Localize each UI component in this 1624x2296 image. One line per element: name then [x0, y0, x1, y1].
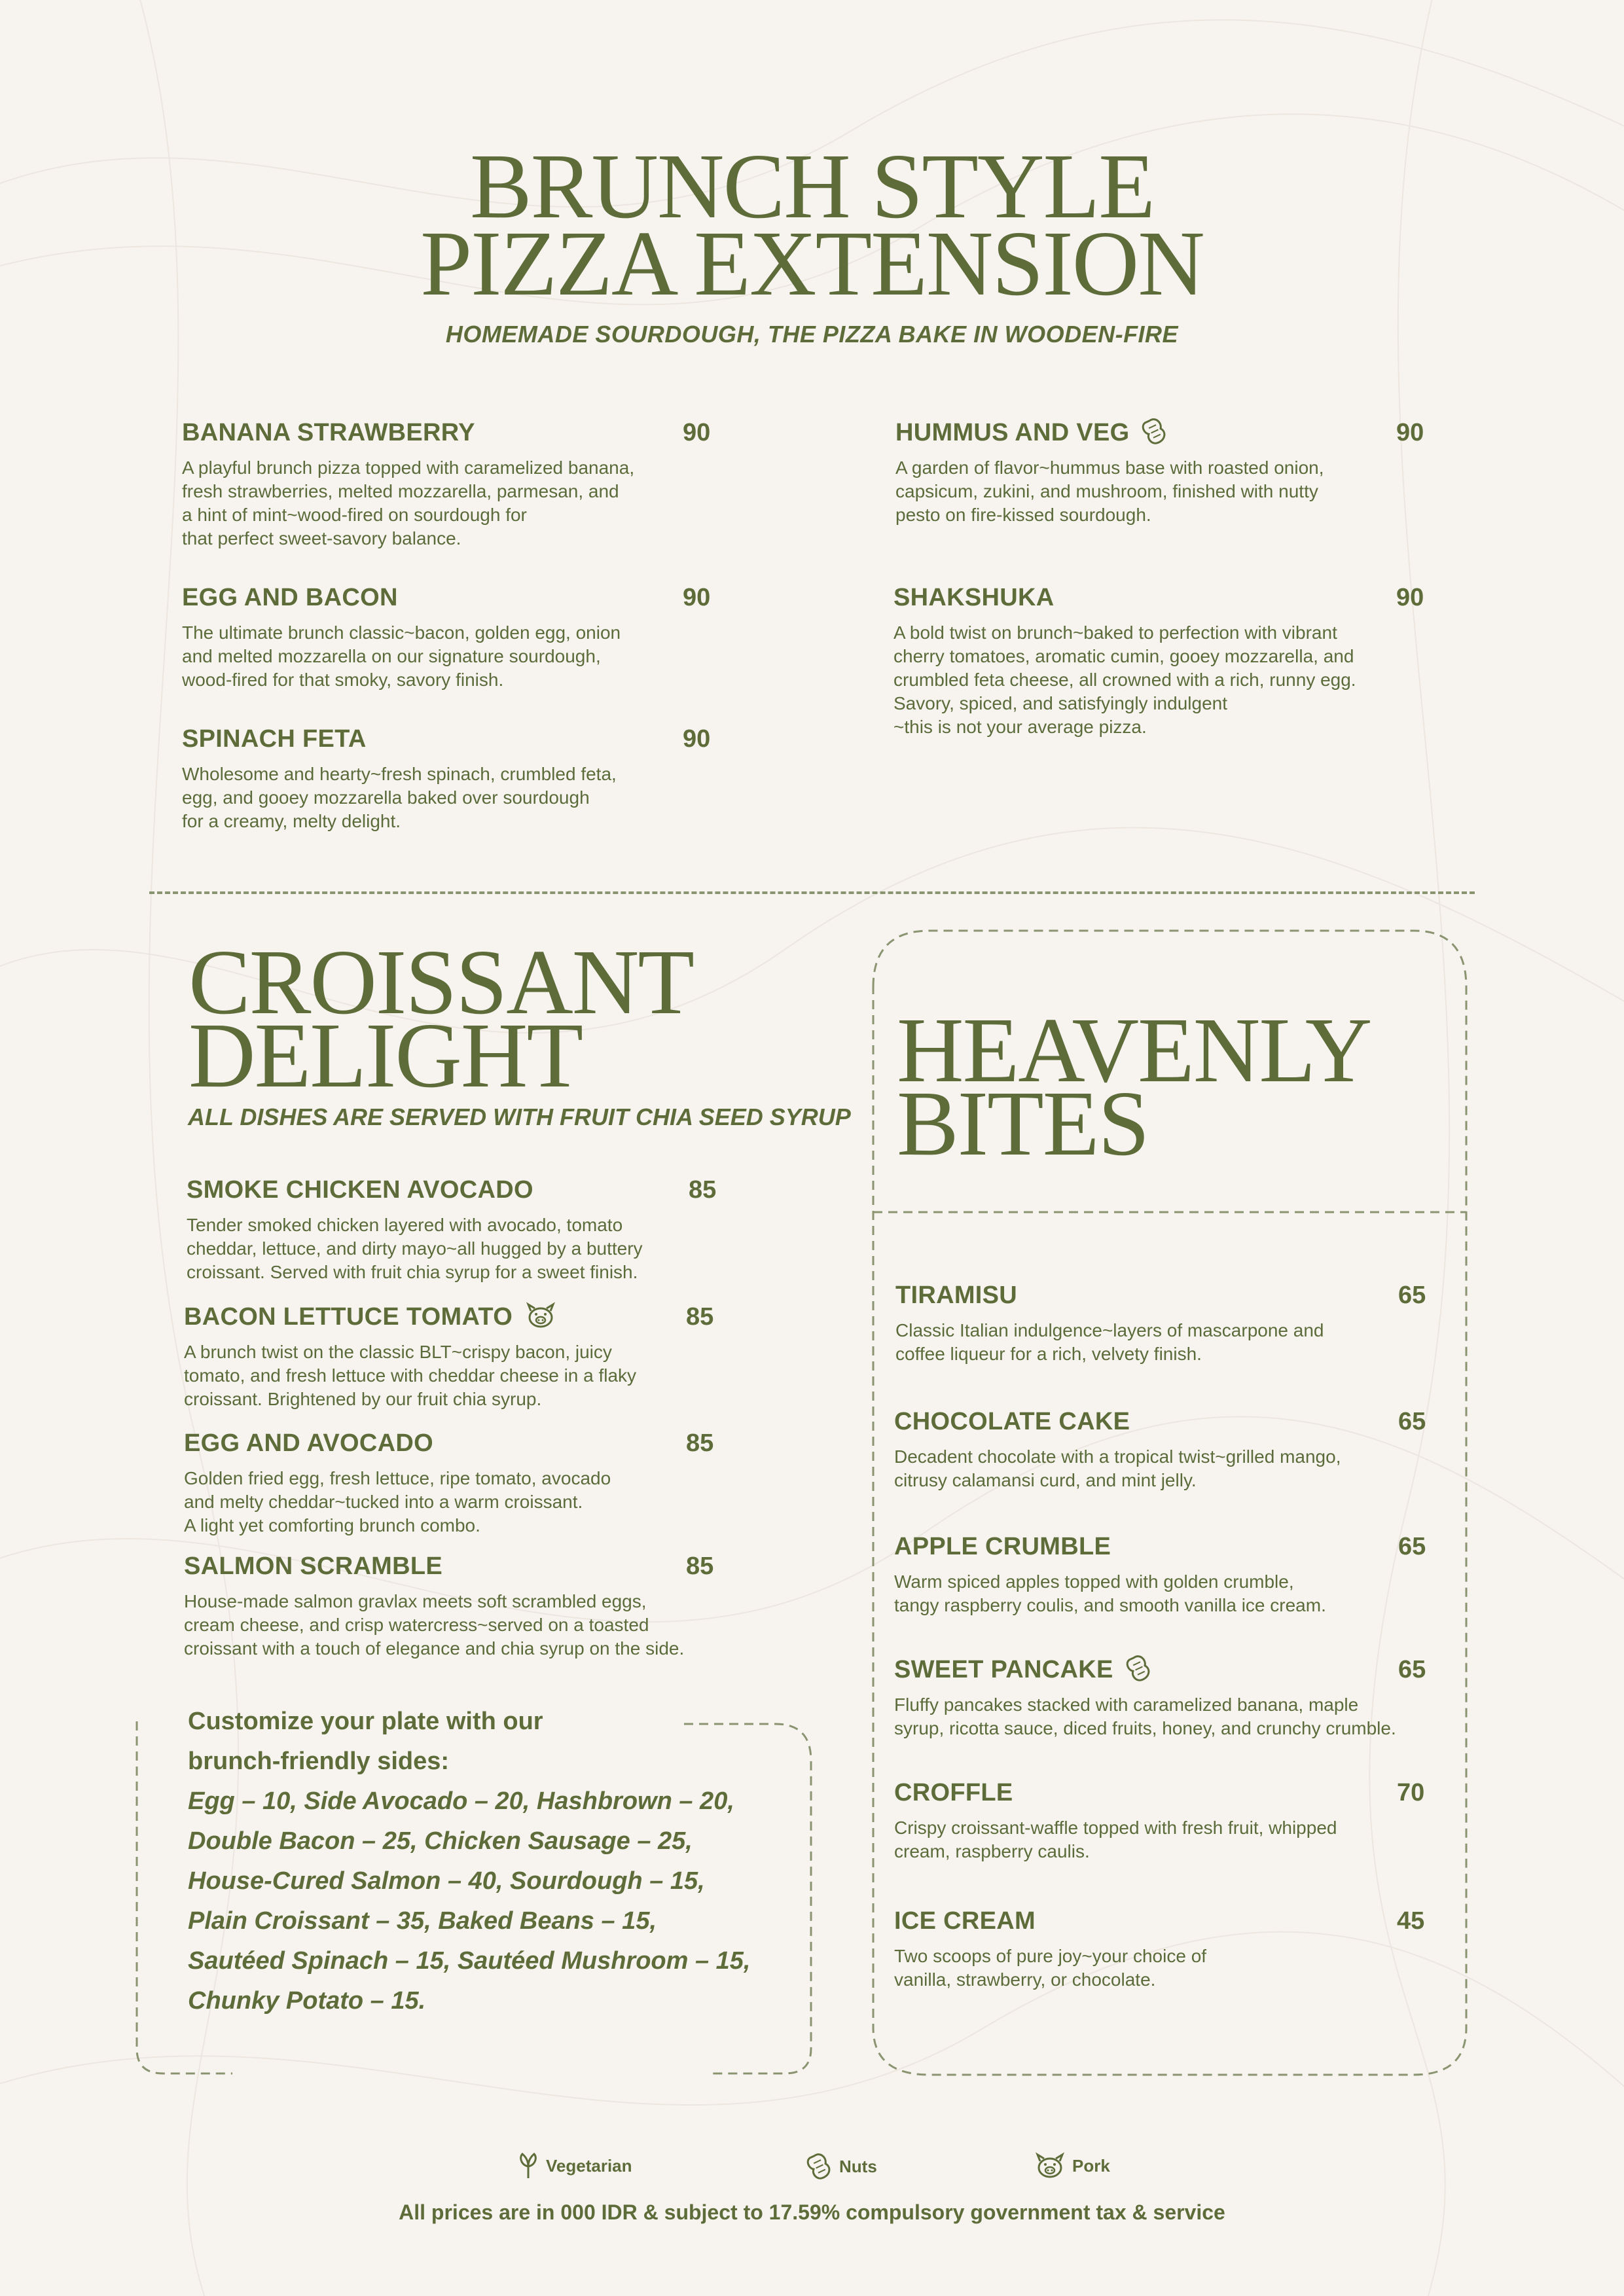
- sides-title: [188, 1702, 751, 1782]
- legend-label: Nuts: [839, 2156, 877, 2176]
- sides-line: House-Cured Salmon – 40, Sourdough – 15,: [188, 1867, 705, 1895]
- sides-list: [188, 1782, 751, 2021]
- item-name: EGG AND BACON: [182, 584, 398, 611]
- desc-line: ~this is not your average pizza.: [893, 717, 1147, 737]
- footer-note: All prices are in 000 IDR & subject to 17.59% compulsory government tax & service: [399, 2200, 1225, 2224]
- item-price: 65: [1398, 1282, 1426, 1309]
- item-name-text: SWEET PANCAKE: [894, 1656, 1113, 1683]
- desc-line: Fluffy pancakes stacked with caramelized banana, maple: [894, 1695, 1359, 1715]
- section-title-line: CROISSANT: [189, 930, 694, 1033]
- item-price: 90: [683, 419, 711, 446]
- desc-line: tomato, and fresh lettuce with cheddar cheese in a flaky: [184, 1365, 637, 1386]
- desc-line: citrusy calamansi curd, and mint jelly.: [894, 1470, 1197, 1490]
- desc-line: cherry tomatoes, aromatic cumin, gooey mozzarella, and: [893, 646, 1354, 666]
- item-description: [894, 1693, 1432, 1740]
- desc-line: cheddar, lettuce, and dirty mayo~all hugged by a buttery: [187, 1238, 643, 1259]
- title-line: BRUNCH STYLE: [469, 134, 1155, 238]
- pork-icon: [525, 1302, 556, 1329]
- desc-line: Wholesome and hearty~fresh spinach, crumbled feta,: [182, 764, 617, 784]
- item-name: SALMON SCRAMBLE: [184, 1552, 443, 1580]
- menu-item: [895, 1282, 1432, 1366]
- title-line: PIZZA EXTENSION: [420, 211, 1204, 315]
- menu-item: [182, 419, 719, 550]
- item-price: 90: [683, 725, 711, 753]
- item-name: CHOCOLATE CAKE: [894, 1408, 1130, 1435]
- desc-line: A brunch twist on the classic BLT~crispy bacon, juicy: [184, 1342, 612, 1362]
- desc-line: Warm spiced apples topped with golden crumble,: [894, 1571, 1294, 1592]
- item-description: [894, 1816, 1432, 1863]
- item-price: 70: [1397, 1779, 1425, 1806]
- item-name-text: BACON LETTUCE TOMATO: [184, 1303, 513, 1331]
- legend-nuts: [806, 2152, 877, 2181]
- item-description: [894, 1445, 1432, 1492]
- desc-line: Crispy croissant-waffle topped with fresh fruit, whipped: [894, 1818, 1337, 1838]
- item-name: [894, 1656, 1432, 1684]
- desc-line: capsicum, zukini, and mushroom, finished with nutty: [895, 481, 1318, 501]
- item-description: [182, 762, 719, 833]
- desc-line: cream, raspberry caulis.: [894, 1841, 1090, 1861]
- item-name: SMOKE CHICKEN AVOCADO: [187, 1176, 533, 1204]
- desc-line: and melted mozzarella on our signature sourdough,: [182, 646, 601, 666]
- item-description: [895, 456, 1439, 527]
- desc-line: Two scoops of pure joy~your choice of: [894, 1946, 1207, 1966]
- item-description: [182, 621, 719, 692]
- desc-line: The ultimate brunch classic~bacon, golden egg, onion: [182, 622, 621, 643]
- sides-title-line: brunch-friendly sides:: [188, 1748, 450, 1775]
- legend-label: Pork: [1072, 2155, 1110, 2176]
- item-name-text: HUMMUS AND VEG: [895, 419, 1130, 446]
- menu-item: [894, 1779, 1432, 1863]
- sides-line: Sautéed Spinach – 15, Sautéed Mushroom – 15,: [188, 1947, 751, 1975]
- legend-label: Vegetarian: [546, 2155, 632, 2176]
- item-price: 65: [1398, 1408, 1426, 1435]
- desc-line: vanilla, strawberry, or chocolate.: [894, 1969, 1156, 1990]
- desc-line: wood-fired for that smoky, savory finish.: [182, 670, 504, 690]
- page-title: [0, 134, 1624, 315]
- menu-item: [184, 1429, 723, 1537]
- item-price: 85: [686, 1303, 714, 1331]
- desc-line: A light yet comforting brunch combo.: [184, 1515, 480, 1535]
- desc-line: a hint of mint~wood-fired on sourdough for: [182, 505, 527, 525]
- desc-line: and melty cheddar~tucked into a warm croissant.: [184, 1492, 583, 1512]
- item-description: [182, 456, 719, 550]
- section-title: [897, 998, 1371, 1175]
- desc-line: fresh strawberries, melted mozzarella, parmesan, and: [182, 481, 619, 501]
- desc-line: Tender smoked chicken layered with avocado, tomato: [187, 1215, 623, 1235]
- desc-line: egg, and gooey mozzarella baked over sourdough: [182, 787, 590, 808]
- menu-item: [894, 1408, 1432, 1492]
- item-price: 85: [686, 1429, 714, 1457]
- nuts-icon: [1142, 417, 1168, 446]
- menu-item: [894, 1656, 1432, 1740]
- desc-line: for a creamy, melty delight.: [182, 811, 401, 831]
- sides-line: Egg – 10, Side Avocado – 20, Hashbrown – 20,: [188, 1787, 734, 1815]
- item-description: [894, 1570, 1432, 1617]
- item-name: [184, 1303, 723, 1331]
- sides-line: Plain Croissant – 35, Baked Beans – 15,: [188, 1907, 657, 1935]
- item-name: TIRAMISU: [895, 1282, 1018, 1309]
- item-price: 90: [1396, 419, 1424, 446]
- desc-line: A playful brunch pizza topped with caramelized banana,: [182, 457, 635, 478]
- section-subtitle: ALL DISHES ARE SERVED WITH FRUIT CHIA SEED SYRUP: [188, 1103, 851, 1130]
- item-name: [895, 419, 1439, 447]
- nuts-icon: [1126, 1654, 1152, 1683]
- nuts-icon: [806, 2152, 833, 2181]
- item-name: APPLE CRUMBLE: [894, 1533, 1111, 1560]
- desc-line: tangy raspberry coulis, and smooth vanilla ice cream.: [894, 1595, 1326, 1615]
- section-title-line: BITES: [897, 1071, 1149, 1175]
- vegetarian-icon: [517, 2152, 539, 2179]
- desc-line: croissant. Served with fruit chia syrup for a sweet finish.: [187, 1262, 638, 1282]
- desc-line: crumbled feta cheese, all crowned with a rich, runny egg.: [893, 670, 1356, 690]
- sides-panel: [188, 1702, 751, 2021]
- legend-vegetarian: [517, 2152, 632, 2179]
- item-price: 90: [683, 584, 711, 611]
- page-subtitle: HOMEMADE SOURDOUGH, THE PIZZA BAKE IN WOODEN-FIRE: [445, 321, 1179, 348]
- item-description: [184, 1467, 723, 1537]
- legend-pork: [1034, 2152, 1110, 2179]
- item-description: [184, 1340, 723, 1411]
- item-description: [184, 1590, 760, 1660]
- sides-line: Chunky Potato – 15.: [188, 1987, 426, 2015]
- item-price: 90: [1396, 584, 1424, 611]
- item-price: 85: [686, 1552, 714, 1580]
- desc-line: Golden fried egg, fresh lettuce, ripe tomato, avocado: [184, 1468, 611, 1488]
- menu-item: [182, 725, 719, 833]
- item-name: ICE CREAM: [894, 1907, 1036, 1935]
- section-title-line: DELIGHT: [189, 1003, 583, 1107]
- desc-line: Savory, spiced, and satisfyingly indulgent: [893, 693, 1227, 713]
- item-price: 65: [1398, 1533, 1426, 1560]
- menu-item: [184, 1303, 723, 1411]
- item-description: [894, 1945, 1432, 1992]
- desc-line: Decadent chocolate with a tropical twist~grilled mango,: [894, 1446, 1341, 1467]
- sides-title-line: Customize your plate with our: [188, 1708, 543, 1735]
- desc-line: coffee liqueur for a rich, velvety finish.: [895, 1344, 1202, 1364]
- menu-item: [184, 1552, 760, 1660]
- item-name: SHAKSHUKA: [893, 584, 1055, 611]
- item-description: [895, 1319, 1432, 1366]
- menu-item: [893, 584, 1439, 739]
- desc-line: House-made salmon gravlax meets soft scrambled eggs,: [184, 1591, 647, 1611]
- section-divider: [149, 891, 1475, 894]
- item-name: EGG AND AVOCADO: [184, 1429, 433, 1457]
- item-name: SPINACH FETA: [182, 725, 367, 753]
- menu-item: [894, 1533, 1432, 1617]
- section-title: [189, 930, 694, 1107]
- desc-line: syrup, ricotta sauce, diced fruits, honey, and crunchy crumble.: [894, 1718, 1396, 1738]
- menu-item: [187, 1176, 723, 1284]
- desc-line: croissant. Brightened by our fruit chia syrup.: [184, 1389, 542, 1409]
- item-price: 85: [689, 1176, 717, 1204]
- desc-line: cream cheese, and crisp watercress~served on a toasted: [184, 1615, 649, 1635]
- desc-line: croissant with a touch of elegance and chia syrup on the side.: [184, 1638, 685, 1659]
- desc-line: that perfect sweet-savory balance.: [182, 528, 461, 548]
- desc-line: A garden of flavor~hummus base with roasted onion,: [895, 457, 1324, 478]
- item-description: [187, 1213, 723, 1284]
- menu-item: [894, 1907, 1432, 1992]
- item-description: [893, 621, 1439, 739]
- menu-item: [182, 584, 719, 692]
- section-title-line: HEAVENLY: [897, 998, 1371, 1102]
- item-price: 65: [1398, 1656, 1426, 1683]
- sides-line: Double Bacon – 25, Chicken Sausage – 25,: [188, 1827, 693, 1855]
- desc-line: Classic Italian indulgence~layers of mascarpone and: [895, 1320, 1324, 1340]
- item-name: CROFFLE: [894, 1779, 1013, 1806]
- item-name: BANANA STRAWBERRY: [182, 419, 475, 446]
- pork-icon: [1034, 2152, 1066, 2179]
- desc-line: A bold twist on brunch~baked to perfection with vibrant: [893, 622, 1337, 643]
- menu-item: [895, 419, 1439, 527]
- item-price: 45: [1397, 1907, 1425, 1935]
- desc-line: pesto on fire-kissed sourdough.: [895, 505, 1151, 525]
